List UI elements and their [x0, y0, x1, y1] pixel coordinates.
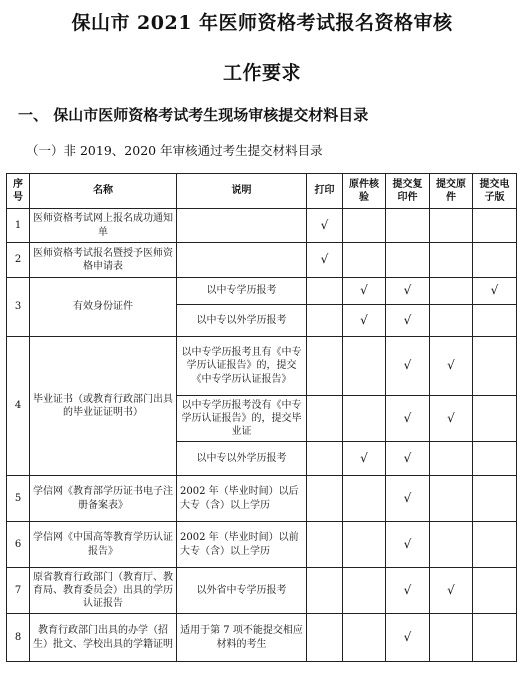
empty-cell: [343, 568, 386, 614]
header-check: 原件核验: [343, 174, 386, 209]
empty-cell: [343, 337, 386, 396]
table-row: [7, 337, 517, 396]
header-desc: 说明: [177, 174, 307, 209]
table-row: [7, 278, 517, 305]
row-name: 医师资格考试网上报名成功通知单: [30, 209, 177, 243]
empty-cell: [307, 396, 343, 442]
document-title-line2: 工作要求: [222, 62, 301, 84]
empty-cell: [430, 243, 473, 278]
empty-cell: [343, 476, 386, 522]
table-row: [7, 568, 517, 614]
empty-cell: [430, 522, 473, 568]
header-name: 名称: [30, 174, 177, 209]
check-mark: √: [343, 278, 386, 305]
check-mark: √: [386, 522, 430, 568]
row-seq: 1: [7, 209, 30, 243]
empty-cell: [473, 442, 517, 476]
row-desc: 2002 年（毕业时间）以前大专（含）以上学历: [177, 522, 307, 568]
check-mark: √: [307, 243, 343, 278]
check-mark: √: [386, 278, 430, 305]
empty-cell: [473, 614, 517, 662]
empty-cell: [343, 243, 386, 278]
check-mark: √: [386, 614, 430, 662]
header-copy: 提交复印件: [386, 174, 430, 209]
check-mark: √: [386, 337, 430, 396]
check-mark: √: [473, 278, 517, 305]
row-desc: 以外省中专学历报考: [177, 568, 307, 614]
empty-cell: [430, 209, 473, 243]
row-name: 有效身份证件: [30, 278, 177, 337]
empty-cell: [386, 243, 430, 278]
table-row: [7, 614, 517, 662]
table-row: [7, 476, 517, 522]
check-mark: √: [430, 337, 473, 396]
empty-cell: [473, 568, 517, 614]
row-desc: 以中专学历报考没有《中专学历认证报告》的，提交毕业证: [177, 396, 307, 442]
check-mark: √: [386, 476, 430, 522]
header-orig: 提交原件: [430, 174, 473, 209]
row-desc: 以中专学历报考且有《中专学历认证报告》的，提交《中专学历认证报告》: [177, 337, 307, 396]
row-desc: 2002 年（毕业时间）以后大专（含）以上学历: [177, 476, 307, 522]
check-mark: √: [430, 568, 473, 614]
row-seq: 3: [7, 278, 30, 337]
check-mark: √: [386, 396, 430, 442]
check-mark: √: [343, 305, 386, 337]
row-seq: 5: [7, 476, 30, 522]
empty-cell: [343, 522, 386, 568]
empty-cell: [343, 614, 386, 662]
row-seq: 6: [7, 522, 30, 568]
empty-cell: [430, 278, 473, 305]
check-mark: √: [430, 396, 473, 442]
empty-cell: [473, 209, 517, 243]
document-title: 保山市 2021 年医师资格考试报名资格审核: [71, 12, 453, 34]
row-name: 医师资格考试报名暨授予医师资格申请表: [30, 243, 177, 278]
header-elec: 提交电子版: [473, 174, 517, 209]
empty-cell: [307, 305, 343, 337]
empty-cell: [307, 278, 343, 305]
empty-cell: [307, 568, 343, 614]
table-row: [7, 522, 517, 568]
header-seq: 序号: [7, 174, 30, 209]
row-desc: 以中专学历报考: [177, 278, 307, 305]
row-name: 学信网《中国高等教育学历认证报告》: [30, 522, 177, 568]
empty-cell: [343, 209, 386, 243]
row-seq: 4: [7, 337, 30, 476]
empty-cell: [307, 442, 343, 476]
row-desc: 适用于第 7 项不能提交相应材料的考生: [177, 614, 307, 662]
empty-cell: [343, 396, 386, 442]
table-row: [7, 209, 517, 243]
empty-cell: [473, 476, 517, 522]
check-mark: √: [386, 305, 430, 337]
empty-cell: [307, 476, 343, 522]
empty-cell: [307, 522, 343, 568]
empty-cell: [307, 614, 343, 662]
row-desc: 以中专以外学历报考: [177, 305, 307, 337]
empty-cell: [430, 614, 473, 662]
row-name: 原省教育行政部门（教育厅、教育局、教育委员会）出具的学历认证报告: [30, 568, 177, 614]
empty-cell: [430, 305, 473, 337]
empty-cell: [430, 442, 473, 476]
header-print: 打印: [307, 174, 343, 209]
row-desc: [177, 243, 307, 278]
row-seq: 2: [7, 243, 30, 278]
subsection-heading: （一）非 2019、2020 年审核通过考生提交材料目录: [26, 143, 323, 158]
table-row: [7, 243, 517, 278]
check-mark: √: [307, 209, 343, 243]
row-name: 学信网《教育部学历证书电子注册备案表》: [30, 476, 177, 522]
empty-cell: [430, 476, 473, 522]
empty-cell: [473, 305, 517, 337]
empty-cell: [473, 337, 517, 396]
materials-table: [6, 173, 517, 662]
empty-cell: [473, 396, 517, 442]
row-desc: 以中专以外学历报考: [177, 442, 307, 476]
check-mark: √: [343, 442, 386, 476]
empty-cell: [473, 522, 517, 568]
check-mark: √: [386, 568, 430, 614]
empty-cell: [307, 337, 343, 396]
row-name: 教育行政部门出具的办学（招生）批文、学校出具的学籍证明: [30, 614, 177, 662]
check-mark: √: [386, 442, 430, 476]
empty-cell: [386, 209, 430, 243]
empty-cell: [473, 243, 517, 278]
table-header-row: [7, 174, 517, 209]
row-desc: [177, 209, 307, 243]
section-heading: 一、 保山市医师资格考试考生现场审核提交材料目录: [18, 106, 369, 124]
row-seq: 7: [7, 568, 30, 614]
row-name: 毕业证书（或教育行政部门出具的毕业证证明书）: [30, 337, 177, 476]
row-seq: 8: [7, 614, 30, 662]
